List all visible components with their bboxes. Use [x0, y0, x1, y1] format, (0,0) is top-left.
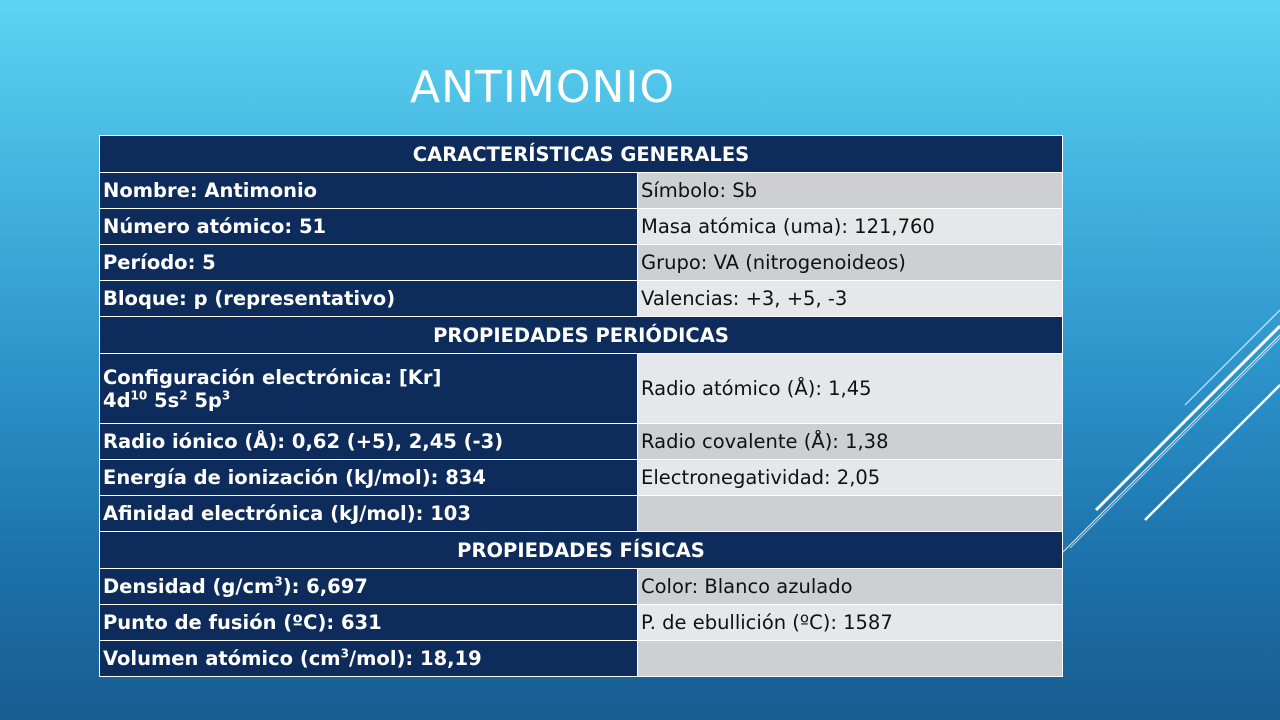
slide-title: ANTIMONIO — [410, 62, 675, 113]
density-label: Densidad (g/cm — [103, 575, 275, 598]
property-color: Color: Blanco azulado — [638, 569, 1063, 605]
table-row — [100, 424, 1063, 460]
property-period: Período: 5 — [100, 245, 638, 281]
electron-configuration-line2 — [103, 389, 230, 412]
density-value: ): 6,697 — [282, 575, 368, 598]
table-row — [100, 605, 1063, 641]
property-block: Bloque: p (representativo) — [100, 281, 638, 317]
table-row — [100, 173, 1063, 209]
property-atomic-number: Número atómico: 51 — [100, 209, 638, 245]
property-density — [100, 569, 638, 605]
property-atomic-radius: Radio atómico (Å): 1,45 — [638, 354, 1063, 424]
property-group: Grupo: VA (nitrogenoideos) — [638, 245, 1063, 281]
atomic-volume-value: /mol): 18,19 — [348, 647, 482, 670]
config-superscript: 3 — [221, 388, 231, 402]
config-part: 5p — [187, 388, 222, 412]
empty-cell — [638, 496, 1063, 532]
table-row — [100, 209, 1063, 245]
property-melting-point: Punto de fusión (ºC): 631 — [100, 605, 638, 641]
property-valences: Valencias: +3, +5, -3 — [638, 281, 1063, 317]
property-name: Nombre: Antimonio — [100, 173, 638, 209]
config-part: 5s — [147, 388, 180, 412]
property-covalent-radius: Radio covalente (Å): 1,38 — [638, 424, 1063, 460]
property-electron-configuration — [100, 354, 638, 424]
config-superscript: 10 — [130, 388, 148, 402]
table-row — [100, 245, 1063, 281]
section-header-physical: PROPIEDADES FÍSICAS — [100, 532, 1063, 569]
config-part: 4d — [103, 388, 131, 412]
property-electronegativity: Electronegatividad: 2,05 — [638, 460, 1063, 496]
atomic-volume-label: Volumen atómico (cm — [103, 647, 341, 670]
density-superscript: 3 — [274, 574, 283, 589]
config-superscript: 2 — [179, 388, 188, 402]
table-row — [100, 354, 1063, 424]
property-electron-affinity: Afinidad electrónica (kJ/mol): 103 — [100, 496, 638, 532]
table-row — [100, 641, 1063, 677]
atomic-volume-superscript: 3 — [340, 646, 349, 661]
section-header-row — [100, 317, 1063, 354]
electron-configuration-line1: Configuración electrónica: [Kr] — [103, 365, 442, 389]
section-header-row — [100, 532, 1063, 569]
property-symbol: Símbolo: Sb — [638, 173, 1063, 209]
property-ionization-energy: Energía de ionización (kJ/mol): 834 — [100, 460, 638, 496]
table-row — [100, 496, 1063, 532]
table-row — [100, 281, 1063, 317]
section-header-row — [100, 136, 1063, 173]
properties-table — [99, 135, 1063, 677]
table-row — [100, 569, 1063, 605]
property-ionic-radius: Radio iónico (Å): 0,62 (+5), 2,45 (-3) — [100, 424, 638, 460]
property-atomic-mass: Masa atómica (uma): 121,760 — [638, 209, 1063, 245]
section-header-periodic: PROPIEDADES PERIÓDICAS — [100, 317, 1063, 354]
section-header-general: CARACTERÍSTICAS GENERALES — [100, 136, 1063, 173]
empty-cell — [638, 641, 1063, 677]
property-boiling-point: P. de ebullición (ºC): 1587 — [638, 605, 1063, 641]
property-atomic-volume — [100, 641, 638, 677]
table-row — [100, 460, 1063, 496]
